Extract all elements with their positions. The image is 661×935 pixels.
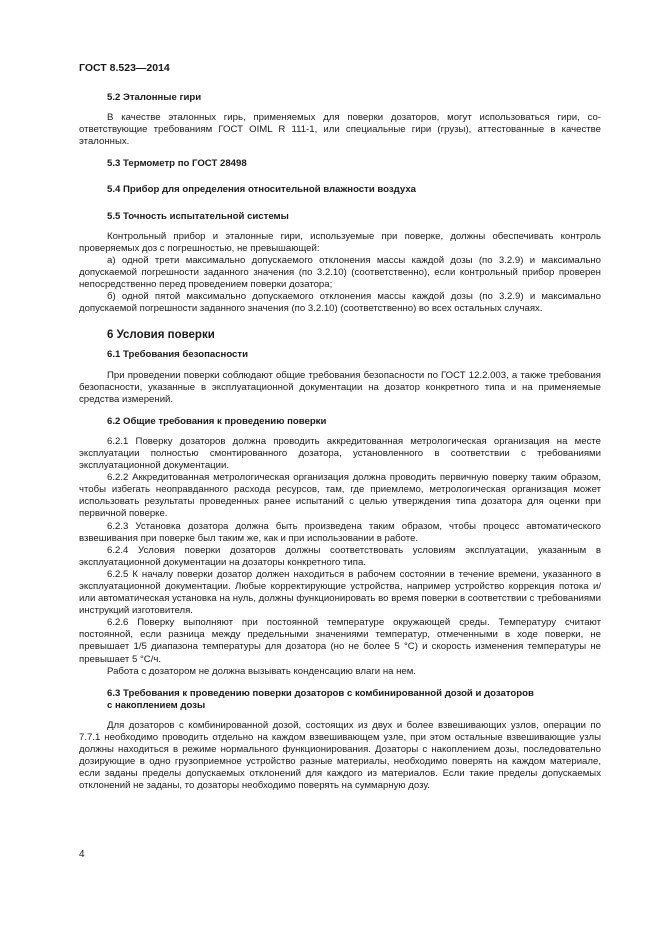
section-6-2-3-paragraph: 6.2.3 Установка дозатора должна быть произведена таким образом, чтобы процесс автоматического взвешивания при поверке был таким же, как и при использовании в работе. [79, 520, 601, 544]
section-5-5-item-a: а) одной трети максимально допускаемого отклонения массы каждой дозы (по 3.2.9) и максимально допускаемой погрешности заданного значения (по 3.2.10) (соответственно), если контрольный прибор проверен непосредственно перед проведением поверки дозатора; [79, 254, 601, 291]
section-6-2-1-paragraph: 6.2.1 Поверку дозаторов должна проводить аккредитованная метрологическая организация на месте эксплуатации полностью смонтированного дозатора, установленного в соответствии с требованиями эксплуатационной документации. [79, 435, 601, 472]
section-5-5-item-b: б) одной пятой максимально допускаемого отклонения массы каждой дозы (по 3.2.9) и максимально допускаемой погрешности заданного значения (по 3.2.10) (соответственно) во всех остальных случаях. [79, 291, 601, 315]
section-6-3-title-line2: с накоплением дозы [107, 699, 206, 711]
document-header: ГОСТ 8.523—2014 [79, 62, 170, 74]
section-6-title: 6 Условия поверки [107, 329, 215, 342]
section-5-5-paragraph: Контрольный прибор и эталонные гири, используемые при поверке, должны обеспечивать контроль проверяемых доз с погрешностью, не превышающей: [79, 230, 601, 254]
section-6-1-paragraph: При проведении поверки соблюдают общие требования безопасности по ГОСТ 12.2.003, а также требования безопасности, указанные в эксплуатационной документации на дозатор конкретного типа и на применяемые средства измерений. [79, 369, 601, 405]
section-6-3-title [79, 688, 601, 712]
section-6-2-6-paragraph: 6.2.6 Поверку выполняют при постоянной температуре окружающей среды. Температуру считают постоянной, если разница между предельными значениями температур, отмеченными в ходе поверки, не превышает 1/5 диапазона температуры для дозатора (но не более 5 °С) и скорость изменения температуры не превышает 5 °С/ч. [79, 617, 601, 665]
section-5-2-paragraph: В качестве эталонных гирь, применяемых для поверки дозаторов, могут использоваться гири, соответствующие требованиям ГОСТ OIML R 111-1, или специальные гири (грузы), аттестованные в качестве эталонных. [79, 112, 601, 148]
section-6-2-4-paragraph: 6.2.4 Условия поверки дозаторов должны соответствовать условиям эксплуатации, указанным в эксплуатационной документации на дозаторы конкретного типа. [79, 544, 601, 568]
document-body [79, 92, 601, 793]
section-5-5-title: 5.5 Точность испытательной системы [107, 210, 289, 222]
section-6-3-paragraph: Для дозаторов с комбинированной дозой, состоящих из двух и более взвешивающих узлов, операции по 7.7.1 необходимо проводить отдельно на каждом взвешивающем узле, при этом остальные взвешивающие узлы должны находиться в режиме нормального функционирования. Дозаторы с накоплением дозы, последовательно дозирующие в одно грузоприемное устройство разные материалы, необходимо поверять на каждом материале, если заданы пределы допускаемых отклонений для каждого из материалов. Если такие пределы допускаемых отклонений не заданы, то дозаторы необходимо поверять на суммарную дозу. [79, 719, 601, 792]
section-6-2-2-paragraph: 6.2.2 Аккредитованная метрологическая организация должна проводить первичную поверку таким образом, чтобы избегать неоправданного расхода ресурсов, там, где приемлемо, метрологическая организация может использовать результаты проведенных ранее испытаний с целью утверждения типа дозатора для оценки при первичной поверке. [79, 472, 601, 520]
section-6-3-title-line1: 6.3 Требования к проведению поверки дозаторов с комбинированной дозой и дозаторов [107, 687, 534, 699]
section-6-2-5-paragraph: 6.2.5 К началу поверки дозатор должен находиться в рабочем состоянии в течение времени, указанного в эксплуатационной документации. Любые корректирующие устройства, например устройство коррекция потока и/или автоматическая установка на нуль, должны функционировать во время поверки в соответствии с требованиями инструкций изготовителя. [79, 568, 601, 617]
section-5-3-title: 5.3 Термометр по ГОСТ 28498 [107, 158, 247, 170]
page-number: 4 [79, 849, 85, 860]
section-6-2-6-note: Работа с дозатором не должна вызывать конденсацию влаги на нем. [107, 665, 417, 677]
section-6-1-title: 6.1 Требования безопасности [107, 349, 248, 361]
section-5-2-title: 5.2 Эталонные гири [107, 92, 202, 103]
section-6-2-title: 6.2 Общие требования к проведению поверки [107, 415, 327, 427]
section-5-4-title: 5.4 Прибор для определения относительной влажности воздуха [107, 184, 417, 196]
